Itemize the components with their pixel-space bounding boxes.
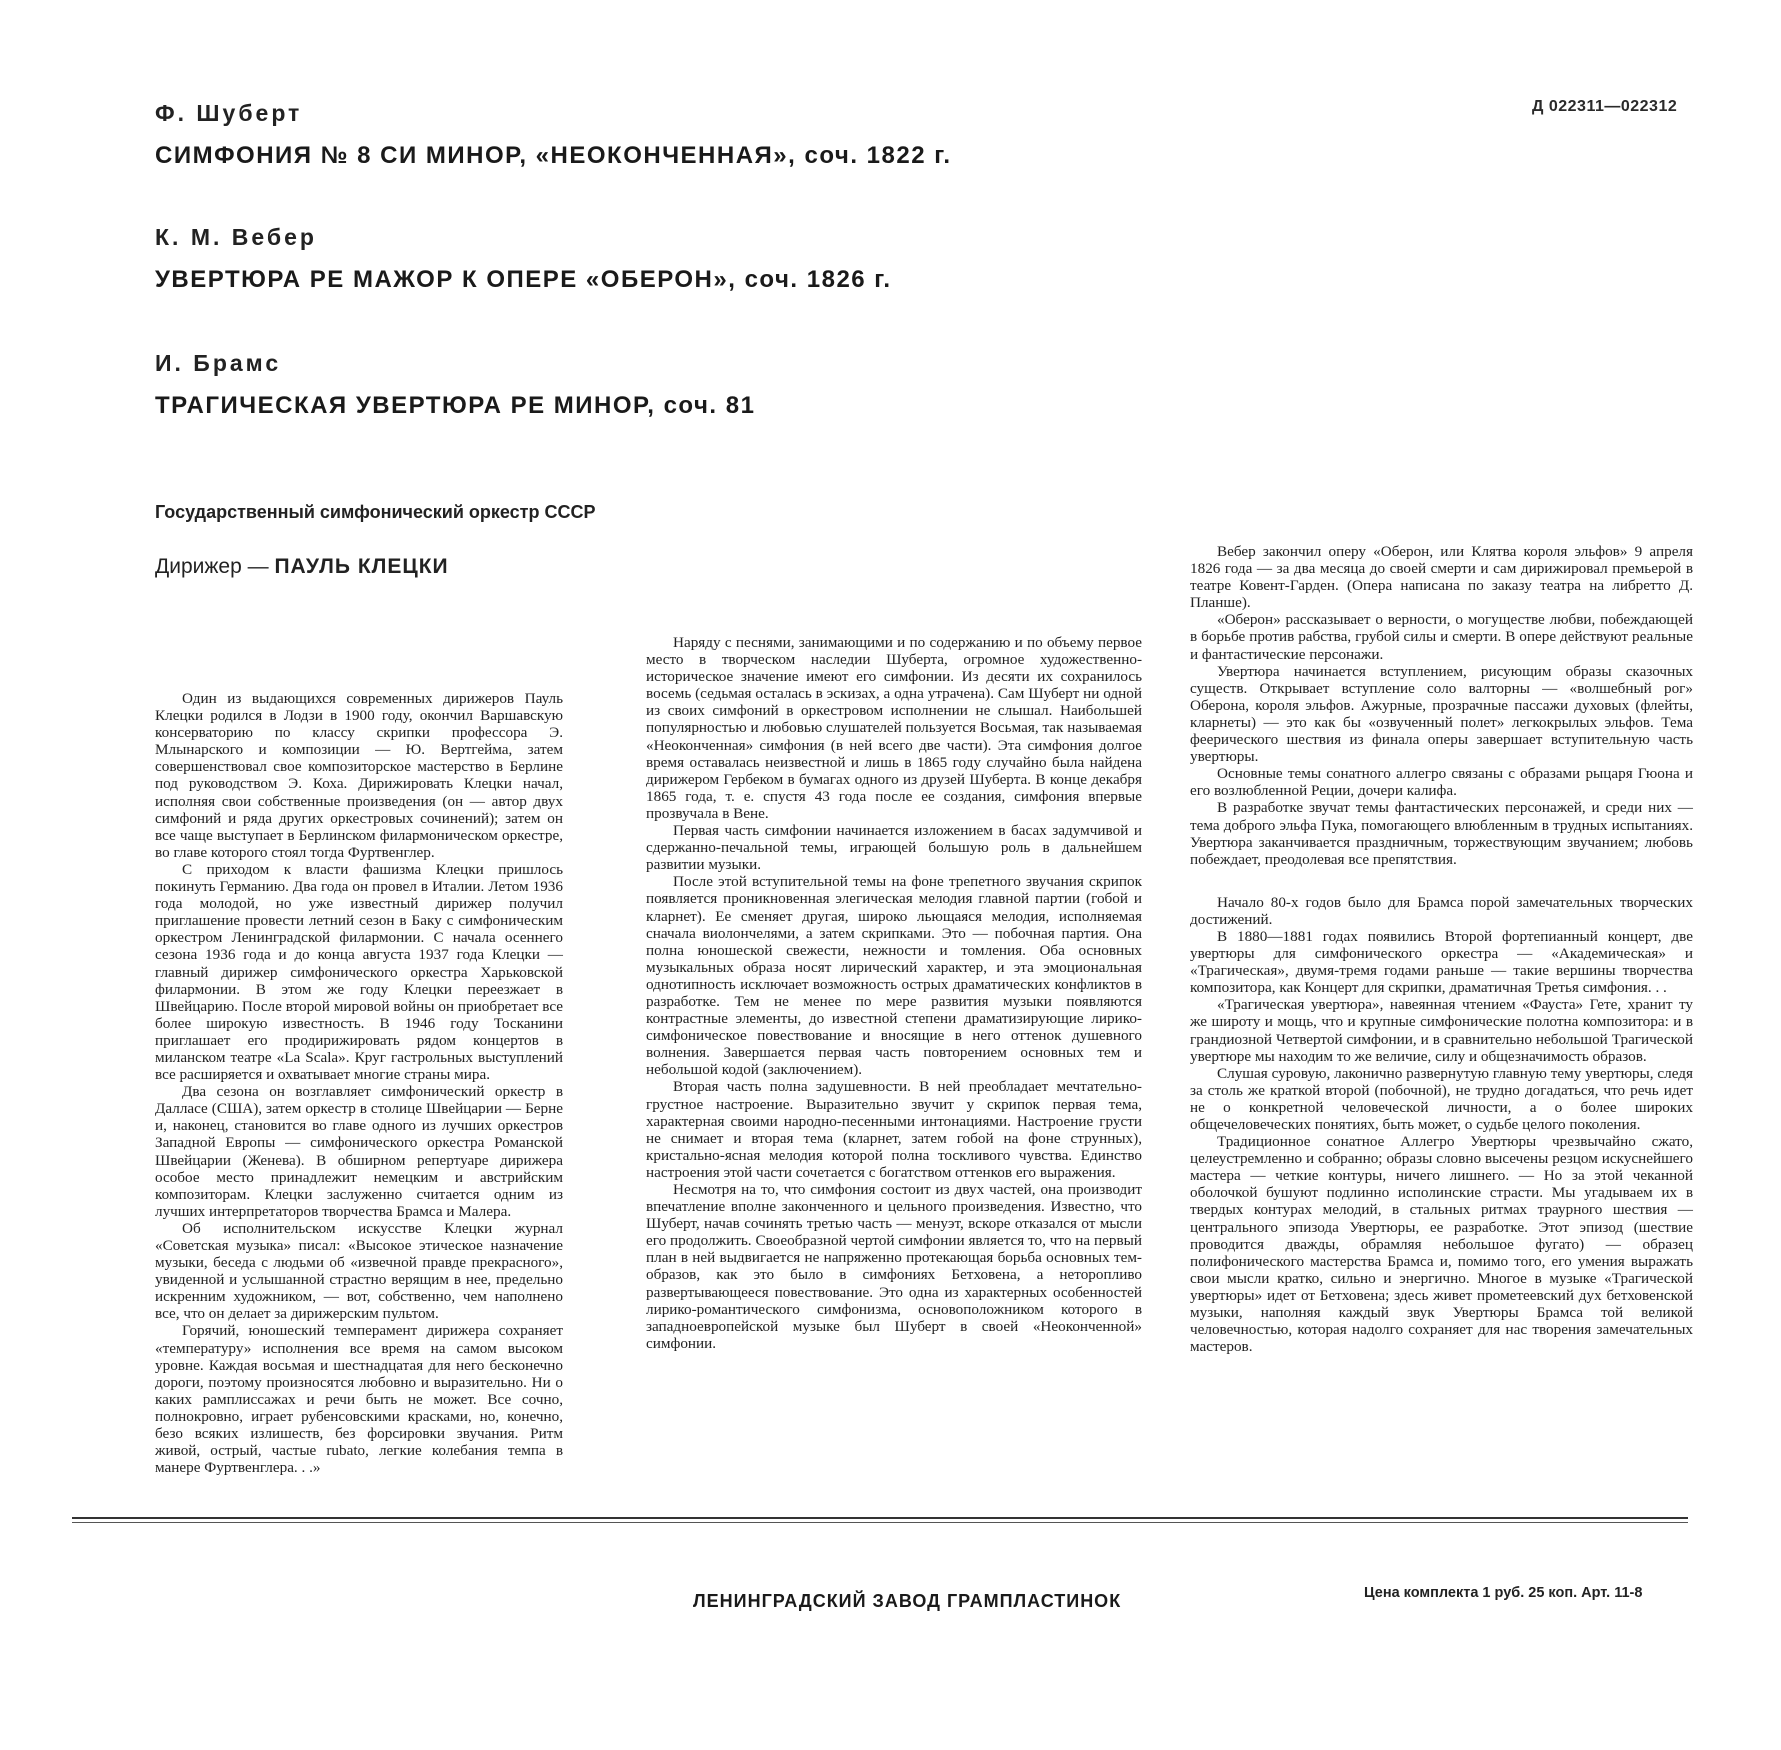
catalog-number: Д 022311—022312 [1532,98,1678,115]
paragraph: Наряду с песнями, занимающими и по содержанию и по объему первое место в творческом наследии Шуберта, огромное художественно-историческое значение имеют его симфонии. Из десяти их сохранилось восемь (седьмая осталась в эскизах, а одна утрачена). Сам Шуберт ни одной из своих симфоний в оркестровом исполнении не слышал. Наибольшей популярностью и любовью слушателей пользуется Восьмая, так называемая «Неоконченная» симфония (в ней всего две части). Эта симфония долгое время оставалась неизвестной и лишь в 1865 году случайно была найдена дирижером Гербеком в бумагах одного из друзей Шуберта. В конце декабря 1865 года, т. е. спустя 43 года после ее создания, симфония впервые прозвучала в Вене. [646,634,1142,822]
work-brahms-overture: ТРАГИЧЕСКАЯ УВЕРТЮРА РЕ МИНОР, соч. 81 [155,392,756,419]
paragraph: Горячий, юношеский темперамент дирижера сохраняет «температуру» исполнения все время на самом высоком уровне. Каждая восьмая и шестнадцатая для него бесконечно дороги, поэтому произносятся любовно и выразительно. Ни о каких рамплиссажах и речи быть не может. Все сочно, полнокровно, играет рубенсовскими красками, но, конечно, безо всяких излишеств, без форсировки звучания. Ритм живой, острый, частые rubato, легкие колебания темпа в манере Фуртвенглера. . .» [155,1322,563,1477]
paragraph: «Оберон» рассказывает о верности, о могуществе любви, побеждающей в борьбе против рабства, грубой силы и смерти. В опере действуют реальные и фантастические персонажи. [1190,611,1693,663]
composer-brahms: И. Брамс [155,350,282,376]
paragraph: С приходом к власти фашизма Клецки пришлось покинуть Германию. Два года он провел в Италии. Летом 1936 года молодой, но уже известный дирижер получил приглашение провести летний сезон в Баку с симфоническим оркестром Ленинградской филармонии. С начала осеннего сезона 1936 года и до конца августа 1937 года Клецки — главный дирижер симфонического оркестра Харьковской филармонии. В этом же году Клецки переезжает в Швейцарию. После второй мировой войны он приобретает все более широкую известность. В 1946 году Тосканини приглашает его продирижировать рядом концертов в миланском театре «La Scala». Круг гастрольных выступлений все расширяется и охватывает многие страны мира. [155,860,563,1084]
paragraph: Первая часть симфонии начинается изложением в басах задумчивой и сдержанно-печальной темы, играющей большую роль в дальнейшем развитии музыки. [646,822,1142,874]
conductor-label: Дирижер — [155,555,275,578]
paragraph: Об исполнительском искусстве Клецки журнал «Советская музыка» писал: «Высокое этическое назначение музыки, беседа с людьми об «извечной правде прекрасного», увиденной и услышанной страстно верящим в нее, предельно искренним художником, — вот, собственно, чем наполнено все, что он делает за дирижерским пультом. [155,1219,563,1323]
paragraph: В разработке звучат темы фантастических персонажей, и среди них — тема доброго эльфа Пука, помогающего влюбленным в трудных испытаниях. Увертюра заканчивается праздничным, торжествующим звучанием; любовь побеждает, преодолевая все препятствия. [1190,799,1693,868]
paragraph: Начало 80-х годов было для Брамса порой замечательных творческих достижений. [1190,893,1693,928]
paragraph: После этой вступительной темы на фоне трепетного звучания скрипок появляется проникновенная элегическая мелодия главной партии (гобой и кларнет). Ее сменяет другая, широко льющаяся мелодия, исполняемая сначала виолончелями, а затем скрипками. Это — побочная партия. Она полна юношеской свежести, нежности и томления. Оба основных музыкальных образа носят лирический характер, и эта эмоциональная однотипность исключает возможность острых драматических конфликтов в разработке. Тем не менее по мере развития музыки появляются контрастные элементы, до известной степени драматизирующие лирико-симфоническое повествование и вносящие в него оттенок душевного волнения. Завершается первая часть повторением основных тем и небольшой кодой (заключением). [646,873,1142,1079]
composer-schubert: Ф. Шуберт [155,100,303,126]
conductor-name: ПАУЛЬ КЛЕЦКИ [274,555,449,578]
column-conductor-bio [155,690,563,1476]
paragraph: Два сезона он возглавляет симфонический оркестр в Далласе (США), затем оркестр в столице Швейцарии — Берне и, наконец, становится во главе одного из лучших оркестров Западной Европы — симфонического оркестра Романской Швейцарии (Женева). В обширном репертуаре дирижера особое место принадлежит немецким и австрийским композиторам. Клецки заслуженно считается одним из лучших интерпретаторов творчества Брамса и Малера. [155,1083,563,1220]
work-schubert-symphony: СИМФОНИЯ № 8 СИ МИНОР, «НЕОКОНЧЕННАЯ», соч. 1822 г. [155,142,952,169]
footer-rule-thin [72,1522,1688,1523]
paragraph: «Трагическая увертюра», навеянная чтением «Фауста» Гете, хранит ту же широту и мощь, что и крупные симфонические полотна композитора: и в грандиозной Четвертой симфонии, и в сравнительно небольшой Трагической увертюре мы находим то же величие, силу и общезначимость образов. [1190,996,1693,1065]
footer-rule [72,1517,1688,1519]
record-plant: ЛЕНИНГРАДСКИЙ ЗАВОД ГРАМПЛАСТИНОК [693,1591,1122,1611]
conductor-credit [155,555,449,579]
work-weber-overture: УВЕРТЮРА РЕ МАЖОР К ОПЕРЕ «ОБЕРОН», соч. 1826 г. [155,266,892,293]
price-and-article: Цена комплекта 1 руб. 25 коп. Арт. 11-8 [1364,1585,1643,1601]
paragraph: Один из выдающихся современных дирижеров Пауль Клецки родился в Лодзи в 1900 году, окончил Варшавскую консерваторию по классу скрипки профессора Э. Млынарского и композиции — Ю. Вертгейма, затем совершенствовал свое композиторское мастерство в Берлине под руководством Э. Коха. Дирижировать Клецки начал, исполняя свои собственные произведения (он — автор двух симфоний и ряда других оркестровых сочинений); затем он все чаще выступает в Берлинском филармоническом оркестре, во главе которого стоял тогда Фуртвенглер. [155,690,563,861]
column-schubert-notes [646,634,1142,1352]
paragraph: Традиционное сонатное Аллегро Увертюры чрезвычайно сжато, целеустремленно и собранно; образы словно высечены резцом искуснейшего мастера — четкие контуры, ничего лишнего. — Но за этой чеканной оболочкой бушуют подлинно исполинские страсти. Мы угадываем их в твердых контурах мелодий, в стальных ритмах траурного шествия — центрального эпизода Увертюры, ее разработке. Этот эпизод (шествие проводится дважды, обрамляя небольшое фугато) — образец полифонического мастерства Брамса и, помимо того, его умения выражать свои мысли кратко, сильно и энергично. Многое в музыке «Трагической увертюры» идет от Бетховена; здесь живет прометеевский дух бетховенской музыки, наполняя каждый звук Увертюры Брамса той великой человечностью, которая надолго сохраняет для нас творения замечательных мастеров. [1190,1133,1693,1356]
paragraph: Вторая часть полна задушевности. В ней преобладает мечтательно-грустное настроение. Выразительно звучит у скрипок первая тема, характерная своими народно-песенными интонациями. Настроение грусти не снимает и вторая тема (кларнет, затем гобой на фоне струнных), кристально-ясная мелодия которой полна тоскливого чувства. Единство настроения этой части сочетается с богатством оттенков его выражения. [646,1078,1142,1181]
composer-weber: К. М. Вебер [155,224,317,250]
paragraph: Вебер закончил оперу «Оберон, или Клятва короля эльфов» 9 апреля 1826 года — за два месяца до своей смерти и сам дирижировал премьерой в театре Ковент-Гарден. (Опера написана по заказу театра на либретто Д. Планше). [1190,543,1693,612]
paragraph: Увертюра начинается вступлением, рисующим образы сказочных существ. Открывает вступление соло валторны — «волшебный рог» Оберона, короля эльфов. Ажурные, прозрачные пассажи духовых (флейты, кларнеты) — это как бы «озвученный полет» легкокрылых эльфов. Тема феерического шествия из финала оперы завершает вступительную часть увертюры. [1190,662,1693,766]
column-weber-brahms-notes [1190,543,1693,1355]
paragraph: В 1880—1881 годах появились Второй фортепианный концерт, две увертюры для симфонического оркестра — «Академическая» и «Трагическая», двумя-тремя годами раньше — такие вершины творчества композитора, как Концерт для скрипки, драматичная Третья симфония. . . [1190,927,1693,997]
orchestra-credit: Государственный симфонический оркестр СССР [155,502,596,522]
paragraph: Несмотря на то, что симфония состоит из двух частей, она производит впечатление вполне законченного и цельного произведения. Известно, что Шуберт, начав сочинять третью часть — менуэт, вскоре отказался от мысли его продолжить. Своеобразной чертой симфонии является то, что на первый план в ней выдвигается не напряженно протекающая борьба основных тем-образов, как это было в симфониях Бетховена, а неторопливо развертывающееся повествование. Это одна из характерных особенностей лирико-романтического симфонизма, основоположником которого в западноевропейской музыке был Шуберт в своей «Неоконченной» симфонии. [646,1181,1142,1352]
paragraph: Слушая суровую, лаконично развернутую главную тему увертюры, следя за столь же краткой второй (побочной), не трудно догадаться, что речь идет не о конкретной человеческой личности, а о более широких общечеловеческих понятиях, быть может, о судьбе целого поколения. [1190,1064,1693,1133]
paragraph: Основные темы сонатного аллегро связаны с образами рыцаря Гюона и его возлюбленной Реции, дочери калифа. [1190,765,1693,800]
